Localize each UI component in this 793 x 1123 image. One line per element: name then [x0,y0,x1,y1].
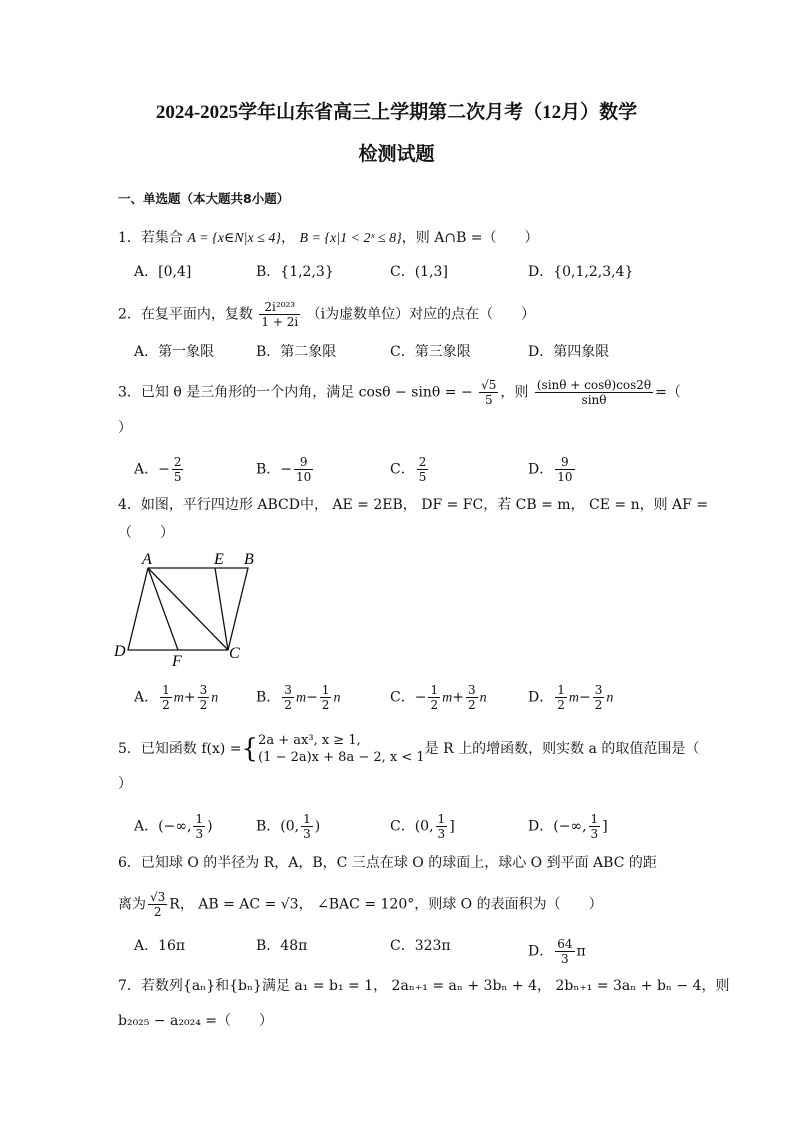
exam-title-line2: 检测试题 [358,144,435,165]
label-e: E [214,551,224,568]
q4-option-b[interactable]: B． $\frac{3}{2}$ m− $\frac{1}{2}$ n [256,683,341,712]
q3-text-b: ，则 [500,384,529,401]
q6-text-b1: 离为 [118,896,146,913]
q1-set-b: B = {x|1 < 2ˣ ≤ 8} [299,231,402,246]
label-a: A [142,551,152,568]
q1-option-d[interactable]: D．{0,1,2,3,4} [528,264,634,280]
q6-option-b[interactable]: B．48π [256,938,308,954]
q1-option-a[interactable]: A．[0,4] [134,264,192,280]
q3-fraction-1: $\frac{√5}{5}$ [481,378,497,407]
q5-text-a: 5．已知函数 f(x) = [118,741,242,757]
q3-stem-close: ） [118,420,132,436]
label-d: D [114,643,126,660]
q5-stem: 5．已知函数 f(x) ={ 2a + ax³, x ≥ 1, (1 − 2a)x + 8a − 2, x < 1 是 R 上的增函数，则实数 a 的取值范围是（ [118,733,700,765]
q6-stem: 6．已知球 O 的半径为 R，A，B，C 三点在球 O 的球面上，球心 O 到平面 ABC 的距 [118,855,657,871]
q2-option-b[interactable]: B．第二象限 [256,344,337,360]
q1-text-b: ，则 A∩B =（ ） [401,230,539,246]
q4-stem-close: （ ） [118,525,174,541]
q5-stem-close: ） [118,776,132,792]
q1-text-a: 1．若集合 [118,230,183,246]
section-heading: 一、单选题（本大题共8小题） [118,191,290,206]
q4-stem: 4．如图，平行四边形 ABCD中， AE = 2EB， DF = FC，若 CB = m， CE = n，则 AF = [118,497,709,513]
q4-option-c[interactable]: C．− $\frac{1}{2}$ m+ $\frac{3}{2}$ n [390,683,487,712]
q5-option-b[interactable]: B．(0, $\frac{1}{3}$ ) [256,812,321,841]
q3-option-b[interactable]: B．− $\frac{9}{10}$ [256,455,312,484]
q3-option-a[interactable]: A．− $\frac{2}{5}$ [134,455,182,484]
q2-text-b: （i为虚数单位）对应的点在（ ） [306,306,536,323]
q7-stem-2: b₂₀₂₅ − a₂₀₂₄ =（ ） [118,1013,274,1029]
q5-option-c[interactable]: C．(0, $\frac{1}{3}$ ] [390,812,455,841]
q1-option-c[interactable]: C．(1,3] [390,264,448,280]
q6-option-a[interactable]: A．16π [134,938,186,954]
label-c: C [229,645,240,662]
q7-stem: 7．若数列{aₙ}和{bₙ}满足 a₁ = b₁ = 1， 2aₙ₊₁ = aₙ + 3bₙ + 4， 2bₙ₊₁ = 3aₙ + bₙ − 4，则 [118,978,730,994]
q6-stem-2 [118,890,603,919]
q2-option-d[interactable]: D．第四象限 [528,344,610,360]
q2-option-a[interactable]: A．第一象限 [134,344,215,360]
q6-option-c[interactable]: C．323π [390,938,451,954]
q6-fraction: $\frac{√3}{2}$ [150,890,166,919]
q2-text-a: 2．在复平面内，复数 [118,306,253,323]
q3-text-c: =（ [655,384,681,401]
label-f: F [172,653,182,668]
q4-option-a[interactable]: A． $\frac{1}{2}$ m+ $\frac{3}{2}$ n [134,683,219,712]
q6-option-d[interactable]: D． $\frac{64}{3}$ π [528,937,586,966]
q2-fraction: $\frac{\text{2i²⁰²³}}{1 + 2i}$ [261,300,299,329]
q5-option-a[interactable]: A．(−∞, $\frac{1}{3}$ ) [134,812,213,841]
q3-text-a: 3．已知 θ 是三角形的一个内角，满足 cosθ − sinθ = − [118,384,473,401]
q3-option-d[interactable]: D． $\frac{9}{10}$ [528,455,573,484]
parallelogram-figure [108,548,268,668]
q3-option-c[interactable]: C． $\frac{2}{5}$ [390,455,427,484]
q5-text-b: 是 R 上的增函数，则实数 a 的取值范围是（ [424,741,700,757]
q4-option-d[interactable]: D． $\frac{1}{2}$ m− $\frac{3}{2}$ n [528,683,614,712]
q6-text-b2: R， AB = AC = √3， ∠BAC = 120°，则球 O 的表面积为（ ） [169,896,603,913]
q1-stem: 1．若集合 A = {x∈N|x ≤ 4}， B = {x|1 < 2ˣ ≤ 8}，则 A∩B =（ ） [118,230,539,246]
q5-piecewise: 2a + ax³, x ≥ 1, (1 − 2a)x + 8a − 2, x < 1 [258,733,425,765]
q5-option-d[interactable]: D．(−∞, $\frac{1}{3}$ ] [528,812,608,841]
label-b: B [244,551,254,568]
q3-fraction-2: $\frac{(\sin\theta + \cos\theta)\cos 2\theta}{\sin\theta}$ [536,378,652,407]
q2-option-c[interactable]: C．第三象限 [390,344,471,360]
exam-title-line1: 2024-2025学年山东省高三上学期第二次月考（12月）数学 [155,102,638,123]
q2-stem [118,300,535,329]
q3-stem [118,378,681,407]
q1-set-a: A = {x∈N|x ≤ 4} [187,231,281,246]
q1-option-b[interactable]: B．{1,2,3} [256,264,334,280]
